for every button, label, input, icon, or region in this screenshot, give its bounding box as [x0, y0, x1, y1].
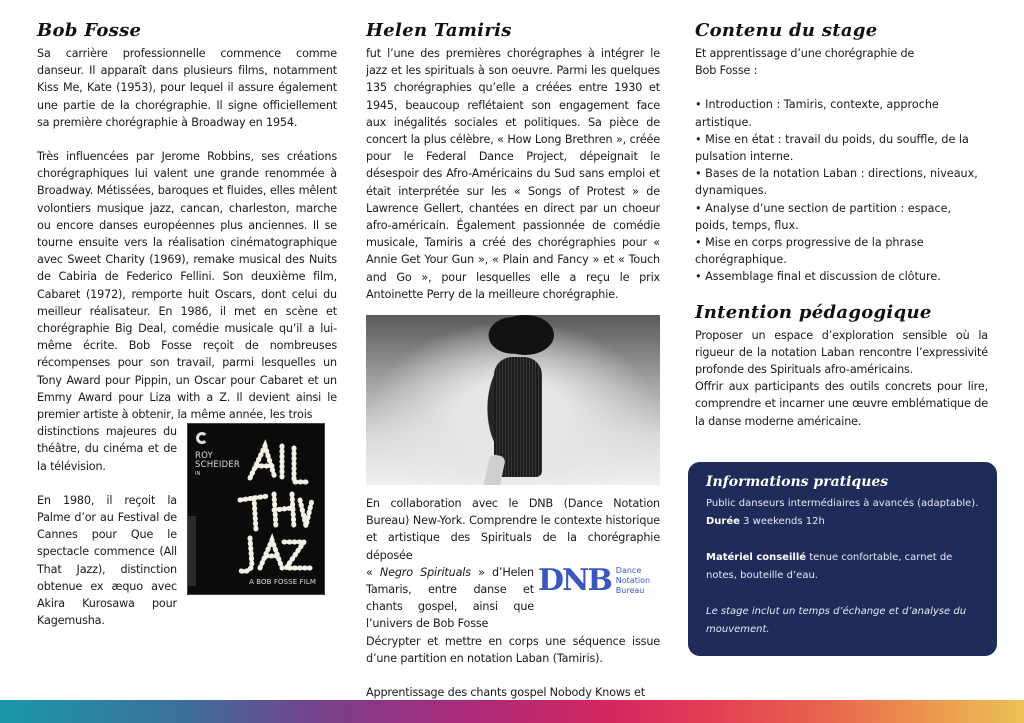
collab-work-rest: » d’Helen Tamaris, entre danse et chants gospel, ainsi que l’univers de Bob Fosse	[366, 565, 534, 631]
contenu-item: • Assemblage final et discussion de clôture.	[695, 270, 941, 284]
intention-title: Intention pédagogique	[695, 301, 932, 323]
poster-line-2: SCHEIDER	[195, 460, 241, 471]
helen-tamiris-title: Helen Tamiris	[366, 20, 512, 41]
duree-label: Durée	[706, 516, 740, 527]
photo-dancer-head	[496, 315, 554, 355]
footer-gradient-bar	[0, 700, 1024, 723]
contenu-item: • Mise en corps progressive de la phrase chorégraphique.	[695, 236, 924, 267]
dnb-line-2: Notation	[615, 576, 651, 586]
infos-note	[706, 603, 979, 639]
poster-marquee-title	[220, 438, 320, 578]
bob-fosse-float-area	[37, 423, 337, 629]
collab-paragraph-2: Décrypter et mettre en corps une séquence issue d’une partition en notation Laban (Tamiris).	[366, 634, 660, 665]
intention-paragraph-1: Proposer un espace d’exploration sensible où la rigueur de la notation Laban rencontre l’expressivité profonde des Spirituals afro-américains.	[695, 328, 988, 377]
informations-pratiques-box	[688, 462, 997, 656]
infos-title: Informations pratiques	[706, 474, 889, 490]
collab-paragraph-1: En collaboration avec le DNB (Dance Notation Bureau) New-York. Comprendre le contexte historique et artistique des Spirituals de la chorégraphie déposée	[366, 497, 660, 562]
criterion-logo-icon	[196, 432, 208, 444]
dnb-logo-text	[616, 566, 650, 596]
bob-fosse-title: Bob Fosse	[37, 20, 142, 41]
contenu-item: • Mise en état : travail du poids, du souffle, de la pulsation interne.	[695, 132, 969, 164]
all-that-jazz-poster	[187, 423, 325, 595]
bob-fosse-paragraph-2: Très influencées par Jerome Robbins, ses créations chorégraphiques lui valent une grande renommée à Broadway. Métissées, baroques et fluides, elles mêlent volontiers musique jazz, cancan, charleston, marche ou encore danses européennes plus anciennes. Il se tourne ensuite vers la réalisation cinématographique avec Sweet Charity (1969), remake musical des Nuits de Cabiria de Federico Fellini. Son deuxième film, Cabaret (1972), remporte huit Oscars, dont celui du meilleur réalisateur. En 1986, il met en scène et chorégraphie Big Deal, comédie musicale qu’il a lui-même écrite. Bob Fosse reçoit de nombreuses récompenses pour son travail, parmi lesquelles un Tony Award pour Pippin, un Oscar pour Cabaret et un Emmy Award pour Liza with a Z. Il devient ainsi le premier artiste à obtenir, la même année, les trois	[37, 150, 337, 422]
contenu-item: • Introduction : Tamiris, contexte, approche artistique.	[695, 98, 939, 129]
dnb-line-3: Bureau	[615, 586, 645, 596]
infos-duree	[706, 513, 979, 531]
poster-line-3: IN	[195, 471, 201, 478]
dnb-collaboration-block	[366, 495, 660, 718]
contenu-list	[695, 96, 988, 285]
dnb-line-1: Dance	[615, 566, 642, 576]
marquee-lights-icon	[220, 438, 320, 578]
duree-value: 3 weekends 12h	[739, 516, 825, 527]
contenu-section	[695, 18, 988, 430]
bob-fosse-section	[37, 18, 337, 630]
poster-director-credit: A BOB FOSSE FILM	[249, 578, 316, 587]
infos-public: Public danseurs intermédiaires à avancés (adaptable).	[706, 498, 979, 509]
infos-materiel	[706, 549, 979, 585]
contenu-title: Contenu du stage	[695, 20, 878, 41]
quote-open: «	[366, 565, 380, 579]
bob-fosse-paragraph-3: En 1980, il reçoit la Palme d’or au Festival de Cannes pour Que le spectacle commence (All That Jazz), distinction obtenue ex æquo avec Akira Kurosawa pour Kagemusha.	[37, 493, 177, 628]
poster-line-1: ROY	[195, 451, 213, 462]
bob-fosse-paragraph-2-tail: distinctions majeures du théâtre, du cinéma et de la télévision.	[37, 425, 177, 473]
materiel-label: Matériel conseillé	[706, 552, 807, 563]
dnb-logo	[538, 563, 660, 599]
helen-tamiris-section	[366, 18, 660, 718]
poster-spine	[188, 516, 196, 586]
bob-fosse-paragraph-1: Sa carrière professionnelle commence comme danseur. Il apparaît dans plusieurs films, notamment Kiss Me, Kate (1953), pour lequel il assure également une partie de la chorégraphie. Il signe officiellement sa première chorégraphie à Broadway en 1954.	[37, 47, 337, 129]
helen-tamiris-photo	[366, 315, 660, 485]
helen-tamiris-paragraph: fut l’une des premières chorégraphes à intégrer le jazz et les spirituals à son oeuvre. Parmi les quelques 135 chorégraphies qu’elle a créées entre 1930 et 1945, beaucoup reflétaient son engagement face aux inégalités sociales et politiques. Sa pièce de concert la plus célèbre, « How Long Brethren », créée pour le Federal Dance Project, dépeignait le désespoir des Afro-Américains du Sud sans emploi et était interprétée sur les « Songs of Protest » de Lawrence Gellert, chantées en direct par un choeur afro-américain. Également passionnée de comédie musicale, Tamiris a créé des chorégraphies pour « Annie Get Your Gun », « Plain and Fancy » et « Touch and Go », pour lesquelles elle a reçu le prix Antoinette Perry de la meilleure chorégraphie.	[366, 47, 660, 301]
contenu-intro: Et apprentissage d’une chorégraphie de Bob Fosse :	[695, 47, 915, 78]
contenu-item: • Bases de la notation Laban : directions, niveaux, dynamiques.	[695, 167, 978, 198]
collab-work-line	[366, 564, 534, 633]
contenu-item: • Analyse d’une section de partition : espace, poids, temps, flux.	[695, 201, 952, 232]
materiel-value: tenue confortable, carnet de notes, bouteille d’eau.	[706, 552, 953, 581]
dnb-logo-mark: DNB	[538, 563, 611, 599]
photo-dancer-leg	[482, 454, 506, 485]
infos-note-text: Le stage inclut un temps d’échange et d’analyse du mouvement.	[706, 606, 967, 635]
intention-paragraph-2: Offrir aux participants des outils concrets pour lire, comprendre et incarner une œuvre emblématique de la danse moderne américaine.	[695, 380, 988, 428]
collab-paragraph-3: Apprentissage des chants gospel Nobody Knows et	[366, 686, 645, 700]
collab-work-title: Negro Spirituals	[379, 565, 471, 579]
